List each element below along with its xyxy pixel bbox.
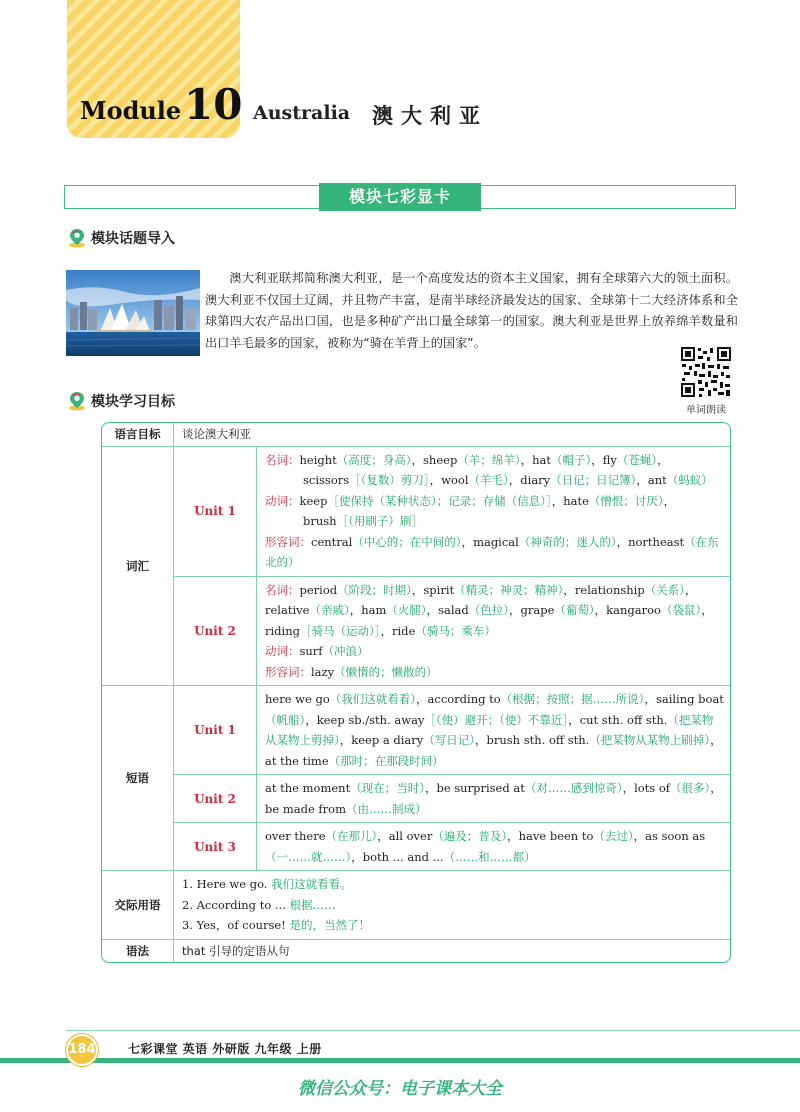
phrase-unit2-content: at the moment（现在；当时），be surprised at（对……感到惊奇），lots of（很多），be made from（由……制成）	[257, 775, 730, 823]
vocab-unit2-label: Unit 2	[174, 577, 257, 687]
phrase-unit3-content: over there（在那儿），all over（遍及；普及），have been to（去过），as soon as（一……就……），both ... and ...（……和……都）	[257, 823, 730, 871]
page-number: 184	[66, 1034, 98, 1066]
table-row	[102, 686, 730, 775]
vocab-unit1-verbs: 动词：keep［使保持（某种状态）；记录；存储（信息）］，hate（憎恨；讨厌），	[265, 493, 676, 508]
intro-text: 澳大利亚联邦简称澳大利亚，是一个高度发达的资本主义国家，拥有全球第六大的领土面积。澳大利亚不仅国土辽阔，并且物产丰富，是南半球经济最发达的国家、全球第十二大经济体系和全球第四大农产品出口国，也是多种矿产出口量全球第一的国家。澳大利亚是世界上放养绵羊数量和出口羊毛最多的国家，被称为“骑在羊背上的国家”。	[205, 271, 738, 350]
vocab-unit1-nouns: 名词：height（高度；身高），sheep（羊；绵羊），hat（帽子），fly（苍蝇），	[265, 452, 669, 467]
communication-item: 1. Here we go. 我们这就看看。	[182, 877, 352, 891]
intro-paragraph	[205, 268, 738, 354]
phrase-unit1-content: here we go（我们这就看看），according to（根据；按照；据……所说），sailing boat（帆船），keep sb./sth. away［（使）避开；（使）不靠近］，cut sth. off sth.（把某物从某物上剪掉），keep a diary（写日记），brush sth. off sth.（把某物从某物上刷掉），at the time（那时；在那段时间）	[257, 686, 730, 775]
table-row	[102, 823, 730, 871]
section-learning-goals	[68, 391, 175, 411]
vocab-unit1-verbs-cont: brush［（用刷子）刷］	[303, 514, 423, 528]
vocabulary-label: 词汇	[102, 447, 174, 687]
table-row	[102, 447, 730, 577]
location-pin-icon	[68, 228, 86, 248]
vocab-unit2-verbs: 动词：surf（冲浪）	[265, 644, 369, 658]
location-pin-icon	[68, 391, 86, 411]
section-topic-intro-label: 模块话题导入	[91, 231, 175, 247]
table-row	[102, 871, 730, 940]
phrase-unit1-label: Unit 1	[174, 686, 257, 775]
vocab-unit2-nouns: 名词：period（阶段；时期），spirit（精灵；神灵；精神），relationship（关系），relative（亲戚），ham（火腿），salad（色拉），grape（葡萄），kangaroo（袋鼠），riding［骑马（运动）］，ride（骑马；乘车）	[265, 582, 713, 638]
grammar-value: that 引导的定语从句	[182, 943, 290, 958]
phrases-label: 短语	[102, 686, 174, 871]
phrase-unit2-label: Unit 2	[174, 775, 257, 823]
vocab-unit1-label: Unit 1	[174, 447, 257, 577]
communication-label: 交际用语	[102, 871, 174, 940]
module-number: 10	[184, 80, 243, 129]
vocab-unit1-nouns-cont: scissors［（复数）剪刀］，wool（羊毛），diary（日记；日记簿），ant（蚂蚁）	[303, 473, 713, 487]
footer-bar	[0, 1058, 800, 1063]
module-title-en: Australia	[253, 102, 351, 124]
table-row	[102, 775, 730, 823]
section-learning-goals-label: 模块学习目标	[91, 394, 175, 410]
communication-item: 3. Yes，of course! 是的，当然了！	[182, 918, 371, 932]
table-row	[102, 423, 730, 447]
learning-goals-table	[101, 422, 731, 963]
qr-code-icon[interactable]	[680, 346, 732, 398]
table-row	[102, 940, 730, 963]
vocab-unit2-content	[257, 577, 730, 687]
module-title-cn: 澳大利亚	[372, 104, 488, 128]
language-goal-value: 谈论澳大利亚	[174, 423, 730, 447]
footer-divider	[66, 1030, 800, 1031]
vocab-unit1-adjectives: 形容词：central（中心的；在中间的），magical（神奇的；迷人的），northeast（在东北的）	[265, 534, 719, 569]
language-goal-label: 语言目标	[102, 423, 174, 447]
qr-label: 单词朗读	[686, 405, 726, 416]
communication-item: 2. According to ... 根据……	[182, 897, 336, 912]
grammar-label: 语法	[102, 940, 174, 963]
vocab-unit1-content	[257, 447, 730, 577]
section-topic-intro	[68, 228, 175, 248]
page-caption: 七彩课堂 英语 外研版 九年级 上册	[128, 1042, 322, 1056]
communication-content	[174, 871, 730, 940]
vocab-unit2-adjectives: 形容词：lazy（懒惰的；懒散的）	[265, 664, 438, 679]
table-row	[102, 577, 730, 687]
card-title: 模块七彩显卡	[319, 183, 481, 211]
sydney-opera-house-photo	[66, 270, 200, 356]
phrase-unit3-label: Unit 3	[174, 823, 257, 871]
module-word: Module	[80, 96, 182, 125]
watermark: 微信公众号：电子课本大全	[298, 1079, 502, 1099]
